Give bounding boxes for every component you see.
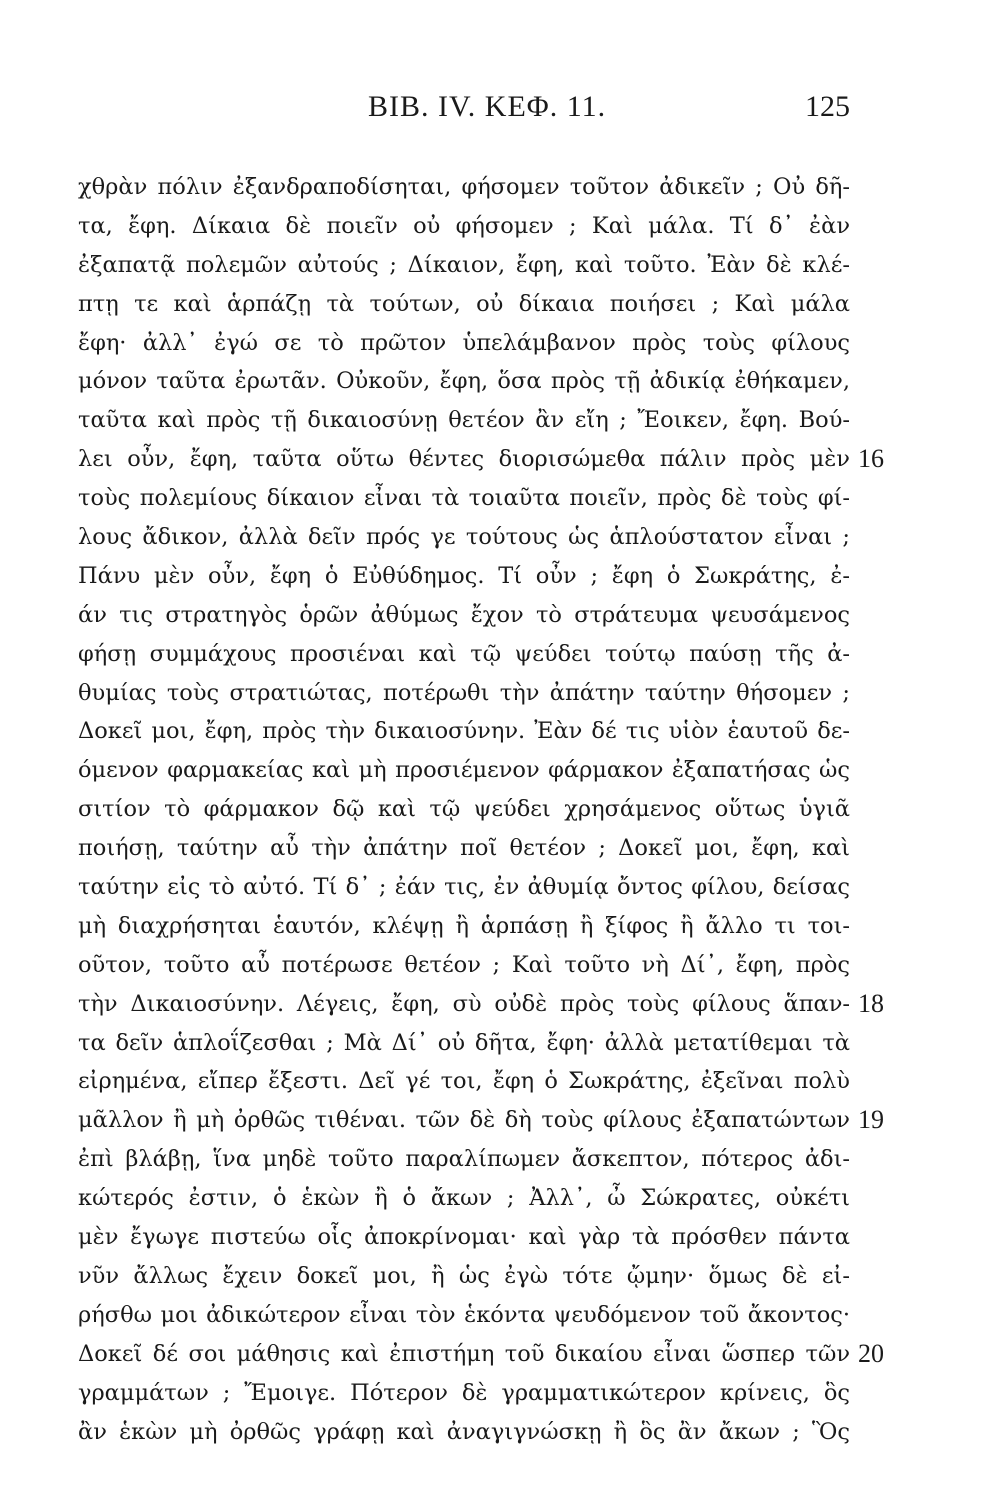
line-text: οῦτον, τοῦτο αὖ ποτέρωσε θετέον ; Καὶ τοῦτο νὴ Δί᾽, ἔφη, πρὸς (78, 951, 850, 978)
line-text: νῦν ἄλλως ἔχειν δοκεῖ μοι, ἢ ὡς ἐγὼ τότε ᾤμην· ὅμως δὲ εἰ- (78, 1262, 850, 1289)
line-text: τα δεῖν ἁπλοΐζεσθαι ; Μὰ Δί᾽ οὐ δῆτα, ἔφη· ἀλλὰ μετατίθεμαι τὰ (78, 1029, 850, 1056)
body-text (78, 168, 884, 1451)
line-text: ταύτην εἰς τὸ αὐτό. Τί δ᾽ ; ἐάν τις, ἐν ἀθυμίᾳ ὄντος φίλου, δείσας (78, 874, 850, 901)
text-line (78, 557, 850, 596)
line-text: τὴν Δικαιοσύνην. Λέγεις, ἔφη, σὺ οὐδὲ πρὸς τοὺς φίλους ἅπαν- (78, 990, 850, 1017)
text-line (78, 362, 850, 401)
text-line (78, 985, 884, 1024)
text-line (78, 1413, 850, 1452)
text-line (78, 401, 850, 440)
line-text: μὲν ἔγωγε πιστεύω οἷς ἀποκρίνομαι· καὶ γὰρ τὰ πρόσθεν πάντα (78, 1224, 850, 1251)
line-text: ἔφη· ἀλλ᾽ ἐγώ σε τὸ πρῶτον ὑπελάμβανον πρὸς τοὺς φίλους (78, 329, 850, 356)
text-line (78, 635, 850, 674)
line-text: ἐπὶ βλάβῃ, ἵνα μηδὲ τοῦτο παραλίπωμεν ἄσκεπτον, πότερος ἀδι- (78, 1146, 850, 1173)
text-line (78, 1335, 884, 1374)
page-number: 125 (805, 90, 850, 123)
line-text: λους ἄδικον, ἀλλὰ δεῖν πρός γε τούτους ὡς ἁπλούστατον εἶναι ; (78, 524, 850, 551)
text-line (78, 518, 850, 557)
line-text: ταῦτα καὶ πρὸς τῇ δικαιοσύνῃ θετέον ἂν εἴη ; Ἔοικεν, ἔφη. Βού- (78, 407, 850, 434)
text-line (78, 712, 850, 751)
line-text: Δοκεῖ δέ σοι μάθησις καὶ ἐπιστήμη τοῦ δικαίου εἶναι ὥσπερ τῶν (78, 1340, 850, 1367)
section-number: 16 (858, 444, 884, 474)
line-text: λει οὖν, ἔφη, ταῦτα οὕτω θέντες διορισώμεθα πάλιν πρὸς μὲν (78, 446, 850, 473)
text-line (78, 674, 850, 713)
page-header (78, 90, 850, 130)
line-text: ἐξαπατᾷ πολεμῶν αὐτούς ; Δίκαιον, ἔφη, καὶ τοῦτο. Ἐὰν δὲ κλέ- (78, 251, 850, 278)
text-line (78, 1218, 850, 1257)
text-line (78, 1062, 850, 1101)
line-text: πτῃ τε καὶ ἁρπάζῃ τὰ τούτων, οὐ δίκαια ποιήσει ; Καὶ μάλα (78, 290, 850, 317)
text-line (78, 1296, 850, 1335)
line-text: εἰρημένα, εἴπερ ἔξεστι. Δεῖ γέ τοι, ἔφη ὁ Σωκράτης, ἐξεῖναι πολὺ (78, 1068, 850, 1095)
text-line (78, 207, 850, 246)
line-text: όμενον φαρμακείας καὶ μὴ προσιέμενον φάρμακον ἐξαπατήσας ὡς (78, 757, 850, 784)
text-line (78, 285, 850, 324)
text-line (78, 868, 850, 907)
line-text: Δοκεῖ μοι, ἔφη, πρὸς τὴν δικαιοσύνην. Ἐὰν δέ τις υἱὸν ἑαυτοῦ δε- (78, 718, 850, 745)
text-line (78, 596, 850, 635)
line-text: ποιήσῃ, ταύτην αὖ τὴν ἀπάτην ποῖ θετέον ; Δοκεῖ μοι, ἔφη, καὶ (78, 835, 850, 862)
line-text: θυμίας τοὺς στρατιώτας, ποτέρωθι τὴν ἀπάτην ταύτην θήσομεν ; (78, 679, 850, 706)
text-line (78, 168, 850, 207)
text-line (78, 790, 850, 829)
line-text: μόνον ταῦτα ἐρωτᾶν. Οὐκοῦν, ἔφη, ὅσα πρὸς τῇ ἀδικίᾳ ἐθήκαμεν, (78, 368, 850, 395)
line-text: τα, ἔφη. Δίκαια δὲ ποιεῖν οὐ φήσομεν ; Καὶ μάλα. Τί δ᾽ ἐὰν (78, 212, 850, 239)
section-number: 20 (858, 1338, 884, 1368)
line-text: μᾶλλον ἢ μὴ ὀρθῶς τιθέναι. τῶν δὲ δὴ τοὺς φίλους ἐξαπατώντων (78, 1107, 850, 1134)
line-text: φήσῃ συμμάχους προσιέναι καὶ τῷ ψεύδει τούτῳ παύσῃ τῆς ἀ- (78, 640, 850, 667)
text-line (78, 1257, 850, 1296)
text-line (78, 1374, 850, 1413)
line-text: γραμμάτων ; Ἔμοιγε. Πότερον δὲ γραμματικώτερον κρίνεις, ὃς (78, 1379, 850, 1406)
text-line (78, 946, 850, 985)
line-text: άν τις στρατηγὸς ὁρῶν ἀθύμως ἔχον τὸ στράτευμα ψευσάμενος (78, 601, 850, 628)
text-line (78, 1179, 850, 1218)
line-text: Πάνυ μὲν οὖν, ἔφη ὁ Εὐθύδημος. Τί οὖν ; ἔφη ὁ Σωκράτης, ἐ- (78, 562, 850, 589)
line-text: ἂν ἑκὼν μὴ ὀρθῶς γράφῃ καὶ ἀναγιγνώσκῃ ἢ ὃς ἂν ἄκων ; Ὃς (78, 1418, 850, 1445)
line-text: κώτερός ἐστιν, ὁ ἑκὼν ἢ ὁ ἄκων ; Ἀλλ᾽, ὦ Σώκρατες, οὐκέτι (78, 1185, 850, 1212)
section-number: 19 (858, 1105, 884, 1135)
line-text: σιτίον τὸ φάρμακον δῷ καὶ τῷ ψεύδει χρησάμενος οὕτως ὑγιᾶ (78, 796, 850, 823)
text-line (78, 440, 884, 479)
section-number: 18 (858, 988, 884, 1018)
text-line (78, 246, 850, 285)
text-line (78, 907, 850, 946)
text-line (78, 751, 850, 790)
text-line (78, 1024, 850, 1063)
text-line (78, 1140, 850, 1179)
text-line (78, 324, 850, 363)
text-line (78, 1101, 884, 1140)
line-text: μὴ διαχρήσηται ἑαυτόν, κλέψῃ ἢ ἁρπάσῃ ἢ ξίφος ἢ ἄλλο τι τοι- (78, 912, 850, 939)
line-text: ρήσθω μοι ἀδικώτερον εἶναι τὸν ἑκόντα ψευδόμενον τοῦ ἄκοντος· (78, 1301, 850, 1328)
line-text: χθρὰν πόλιν ἐξανδραποδίσηται, φήσομεν τοῦτον ἀδικεῖν ; Οὐ δῆ- (78, 174, 850, 200)
line-text: τοὺς πολεμίους δίκαιον εἶναι τὰ τοιαῦτα ποιεῖν, πρὸς δὲ τοὺς φί- (78, 485, 850, 512)
text-line (78, 829, 850, 868)
text-line (78, 479, 850, 518)
running-head: ΒΙΒ. ΙV. ΚΕΦ. 11. (368, 90, 607, 123)
